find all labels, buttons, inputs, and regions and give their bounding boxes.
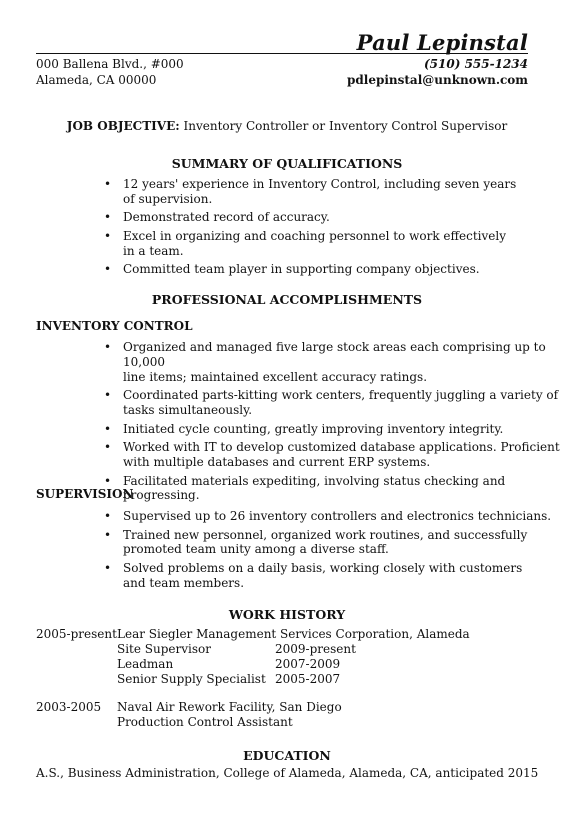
job-objective xyxy=(0,119,574,133)
job-1-role-2: Leadman xyxy=(117,657,174,671)
bullet-icon: • xyxy=(104,440,112,455)
job-2-employer: Naval Air Rework Facility, San Diego xyxy=(117,700,342,714)
bullet-icon: • xyxy=(104,473,112,488)
list-item: • Facilitated materials expediting, involving status checking and progressing. xyxy=(104,473,506,503)
bullet-icon: • xyxy=(104,560,112,575)
bullet-icon: • xyxy=(104,177,112,191)
job-1-role-1-dates: 2009-present xyxy=(275,642,356,656)
list-item: • Committed team player in supporting company objectives. xyxy=(104,262,480,277)
job-1-employer: Lear Siegler Management Services Corporation, Alameda xyxy=(117,627,470,641)
list-item: • Demonstrated record of accuracy. xyxy=(104,210,330,225)
inventory-control-heading: INVENTORY CONTROL xyxy=(36,319,193,333)
supervision-heading: SUPERVISION xyxy=(36,487,134,501)
education-entry: A.S., Business Administration, College of Alameda, Alameda, CA, anticipated 2015 xyxy=(36,766,539,780)
list-item: • Worked with IT to develop customized database applications. Proficient with multiple databases and current ERP systems. xyxy=(104,440,560,469)
supervision-list xyxy=(104,509,551,594)
bullet-icon: • xyxy=(104,228,112,243)
list-item: • Coordinated parts-kitting work centers, frequently juggling a variety of tasks simultaneously. xyxy=(104,388,559,417)
job-1-role-2-dates: 2007-2009 xyxy=(275,657,341,671)
list-item: • Trained new personnel, organized work routines, and successfully promoted team unity among a diverse staff. xyxy=(104,527,528,557)
bullet-icon: • xyxy=(104,527,112,542)
education-heading: EDUCATION xyxy=(243,748,331,763)
list-item: • 12 years' experience in Inventory Control, including seven years of supervision. xyxy=(104,177,517,206)
address-line-2: Alameda, CA 00000 xyxy=(36,73,157,87)
accomplishments-heading: PROFESSIONAL ACCOMPLISHMENTS xyxy=(151,292,423,307)
email-address: pdlepinstal@unknown.com xyxy=(346,73,528,87)
header-divider xyxy=(36,53,528,54)
job-1-role-3-dates: 2005-2007 xyxy=(275,672,341,686)
list-item: • Solved problems on a daily basis, working closely with customers and team members. xyxy=(104,560,523,590)
inventory-control-list xyxy=(104,340,574,507)
candidate-name: Paul Lepinstal xyxy=(356,30,528,55)
summary-heading: SUMMARY OF QUALIFICATIONS xyxy=(171,156,403,171)
address-block xyxy=(36,56,184,88)
bullet-icon: • xyxy=(104,388,112,403)
objective-text: Inventory Controller or Inventory Control Supervisor xyxy=(183,119,508,133)
contact-block xyxy=(347,56,528,88)
bullet-icon: • xyxy=(104,262,112,277)
bullet-icon: • xyxy=(104,421,112,436)
phone-number: (510) 555-1234 xyxy=(423,57,528,71)
bullet-icon: • xyxy=(104,509,112,523)
bullet-icon: • xyxy=(104,340,112,354)
bullet-icon: • xyxy=(104,210,112,225)
work-history-heading: WORK HISTORY xyxy=(228,607,346,622)
job-1-dates: 2005-present xyxy=(36,627,117,641)
job-2-role-1: Production Control Assistant xyxy=(117,715,293,729)
list-item: • Organized and managed five large stock areas each comprising up to 10,000 line items; maintained excellent accuracy ratings. xyxy=(104,340,546,384)
summary-list xyxy=(104,177,516,281)
job-1-role-1: Site Supervisor xyxy=(117,642,212,656)
address-line-1: 000 Ballena Blvd., #000 xyxy=(36,57,184,71)
list-item: • Excel in organizing and coaching personnel to work effectively in a team. xyxy=(104,228,507,258)
objective-label: JOB OBJECTIVE: xyxy=(66,119,180,133)
job-1-role-3: Senior Supply Specialist xyxy=(117,672,266,686)
list-item: • Supervised up to 26 inventory controllers and electronics technicians. xyxy=(104,509,552,523)
job-2-dates: 2003-2005 xyxy=(36,700,102,714)
list-item: • Initiated cycle counting, greatly improving inventory integrity. xyxy=(104,421,504,436)
